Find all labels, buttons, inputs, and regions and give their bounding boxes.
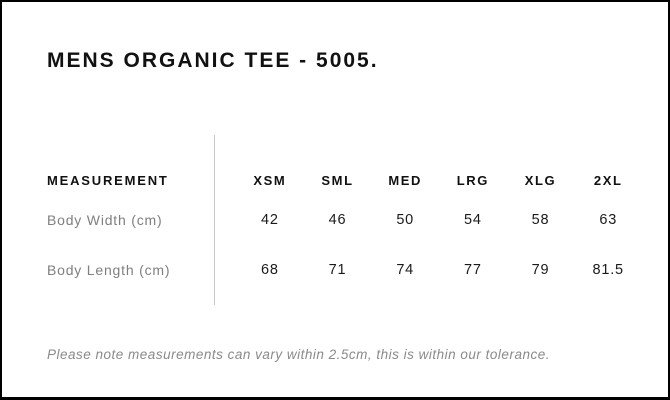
size-header-med: MED	[388, 172, 423, 188]
body-width-xsm: 42	[260, 212, 279, 228]
size-chart-header-row	[47, 165, 642, 195]
size-chart-table	[47, 135, 642, 305]
size-header-sml: SML	[321, 172, 354, 188]
body-width-xlg: 58	[531, 212, 550, 228]
body-width-2xl: 63	[599, 212, 618, 228]
body-length-xsm: 68	[260, 262, 279, 278]
size-header-xlg: XLG	[524, 172, 557, 188]
body-length-lrg: 77	[463, 262, 482, 278]
body-length-xlg: 79	[531, 262, 550, 278]
body-length-2xl: 81.5	[592, 262, 624, 278]
table-row-body-width	[47, 195, 642, 245]
size-header-xsm: XSM	[253, 172, 287, 188]
body-width-lrg: 54	[463, 212, 482, 228]
row-label: Body Width (cm)	[47, 212, 163, 228]
row-label: Body Length (cm)	[47, 262, 171, 278]
body-length-med: 74	[396, 262, 415, 278]
body-width-sml: 46	[328, 212, 347, 228]
measurement-column-header: MEASUREMENT	[47, 172, 169, 188]
page-title: MENS ORGANIC TEE - 5005.	[47, 49, 379, 72]
tolerance-note: Please note measurements can vary within 2.5cm, this is within our tolerance.	[47, 347, 550, 362]
size-header-2xl: 2XL	[593, 172, 623, 188]
vertical-divider	[214, 135, 215, 305]
table-row-body-length	[47, 245, 642, 295]
size-header-lrg: LRG	[456, 172, 489, 188]
body-length-sml: 71	[328, 262, 347, 278]
body-width-med: 50	[396, 212, 415, 228]
